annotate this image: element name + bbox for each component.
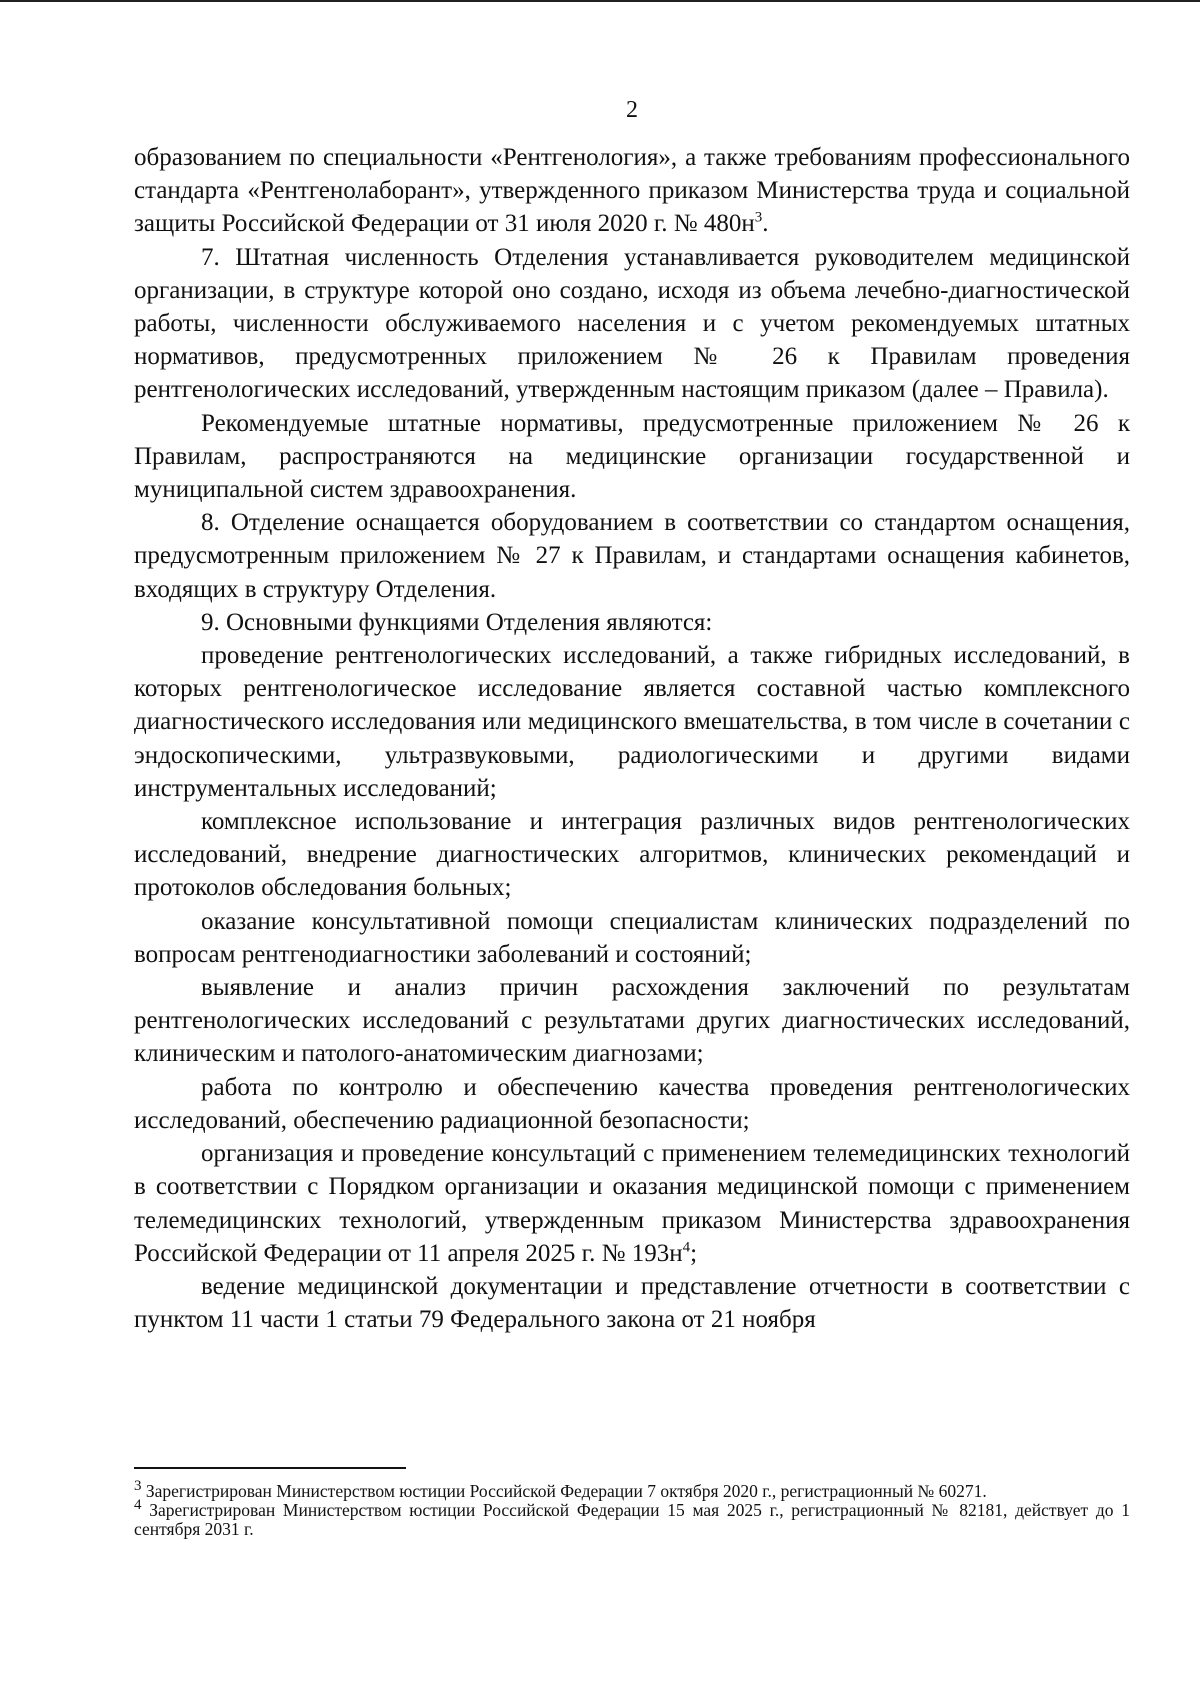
footnote-ref-3[interactable]: 3 bbox=[754, 210, 763, 227]
page-number: 2 bbox=[626, 97, 638, 123]
footnote-marker: 3 bbox=[134, 1477, 142, 1494]
paragraph-item-8: 8. Отделение оснащается оборудованием в соответствии со стандартом оснащения, предусмотренным приложением № 27 к Правилам, и стандартами оснащения кабинетов, входящих в структуру Отделения. bbox=[134, 509, 1130, 603]
document-page bbox=[134, 96, 1130, 1336]
function-item: проведение рентгенологических исследований, а также гибридных исследований, в которых рентгенологическое исследование является составной частью комплексного диагностического исследования или медицинского вмешательства, в том числе в сочетании с эндоскопическими, ультразвуковыми, радиологическими и другими видами инструментальных исследований; bbox=[134, 642, 1130, 802]
paragraph-staffing-norms: Рекомендуемые штатные нормативы, предусмотренные приложением № 26 к Правилам, распространяются на медицинские организации государственной и муниципальной систем здравоохранения. bbox=[134, 409, 1130, 504]
footnote-ref-4[interactable]: 4 bbox=[682, 1239, 691, 1256]
footnote-3: $^3$ Зарегистрирован Министерством юстиции Российской Федерации 7 октября 2020 г., регистрационный № 60271. bbox=[134, 1477, 987, 1501]
function-item: ведение медицинской документации и представление отчетности в соответствии с пунктом 11 части 1 статьи 79 Федерального закона от 21 ноября bbox=[134, 1272, 1130, 1334]
paragraph-item-9: 9. Основными функциями Отделения являются: bbox=[201, 608, 713, 636]
scan-top-edge bbox=[0, 0, 1200, 2]
document-body bbox=[134, 141, 1130, 1336]
function-item: оказание консультативной помощи специалистам клинических подразделений по вопросам рентгенодиагностики заболеваний и состояний; bbox=[134, 907, 1130, 968]
footnote-4: $^4$ Зарегистрирован Министерством юстиции Российской Федерации 15 мая 2025 г., регистрационный № 82181, действует до 1 сентября 2031 г. bbox=[134, 1496, 1130, 1539]
function-item: выявление и анализ причин расхождения заключений по результатам рентгенологических исследований с результатами других диагностических исследований, клиническим и патолого-анатомическим диагнозами; bbox=[134, 974, 1130, 1068]
function-item: организация и проведение консультаций с применением телемедицинских технологий в соответствии с Порядком организации и оказания медицинской помощи с применением телемедицинских технологий, утвержденным приказом Министерства здравоохранения Российской Федерации от 11 апреля 2025 г. № $193н^4$; bbox=[134, 1140, 1130, 1267]
footnote-marker: 4 bbox=[134, 1496, 142, 1513]
footnote-separator bbox=[134, 1467, 406, 1469]
footnotes bbox=[134, 1467, 1130, 1539]
function-item: работа по контролю и обеспечению качества проведения рентгенологических исследований, обеспечению радиационной безопасности; bbox=[134, 1073, 1130, 1134]
paragraph-continuation: образованием по специальности «Рентгенология», а также требованиям профессионального стандарта «Рентгенолаборант», утвержденного приказом Министерства труда и социальной защиты Российской Федерации от 31 июля 2020 г. № $480н^3$. bbox=[134, 144, 1130, 238]
function-item: комплексное использование и интеграция различных видов рентгенологических исследований, внедрение диагностических алгоритмов, клинических рекомендаций и протоколов обследования больных; bbox=[134, 808, 1130, 902]
paragraph-item-7: 7. Штатная численность Отделения устанавливается руководителем медицинской организации, в структуре которой оно создано, исходя из объема лечебно-диагностической работы, численности обслуживаемого населения и с учетом рекомендуемых штатных нормативов, предусмотренных приложением № 26 к Правилам проведения рентгенологических исследований, утвержденным настоящим приказом (далее – Правила). bbox=[134, 243, 1130, 404]
